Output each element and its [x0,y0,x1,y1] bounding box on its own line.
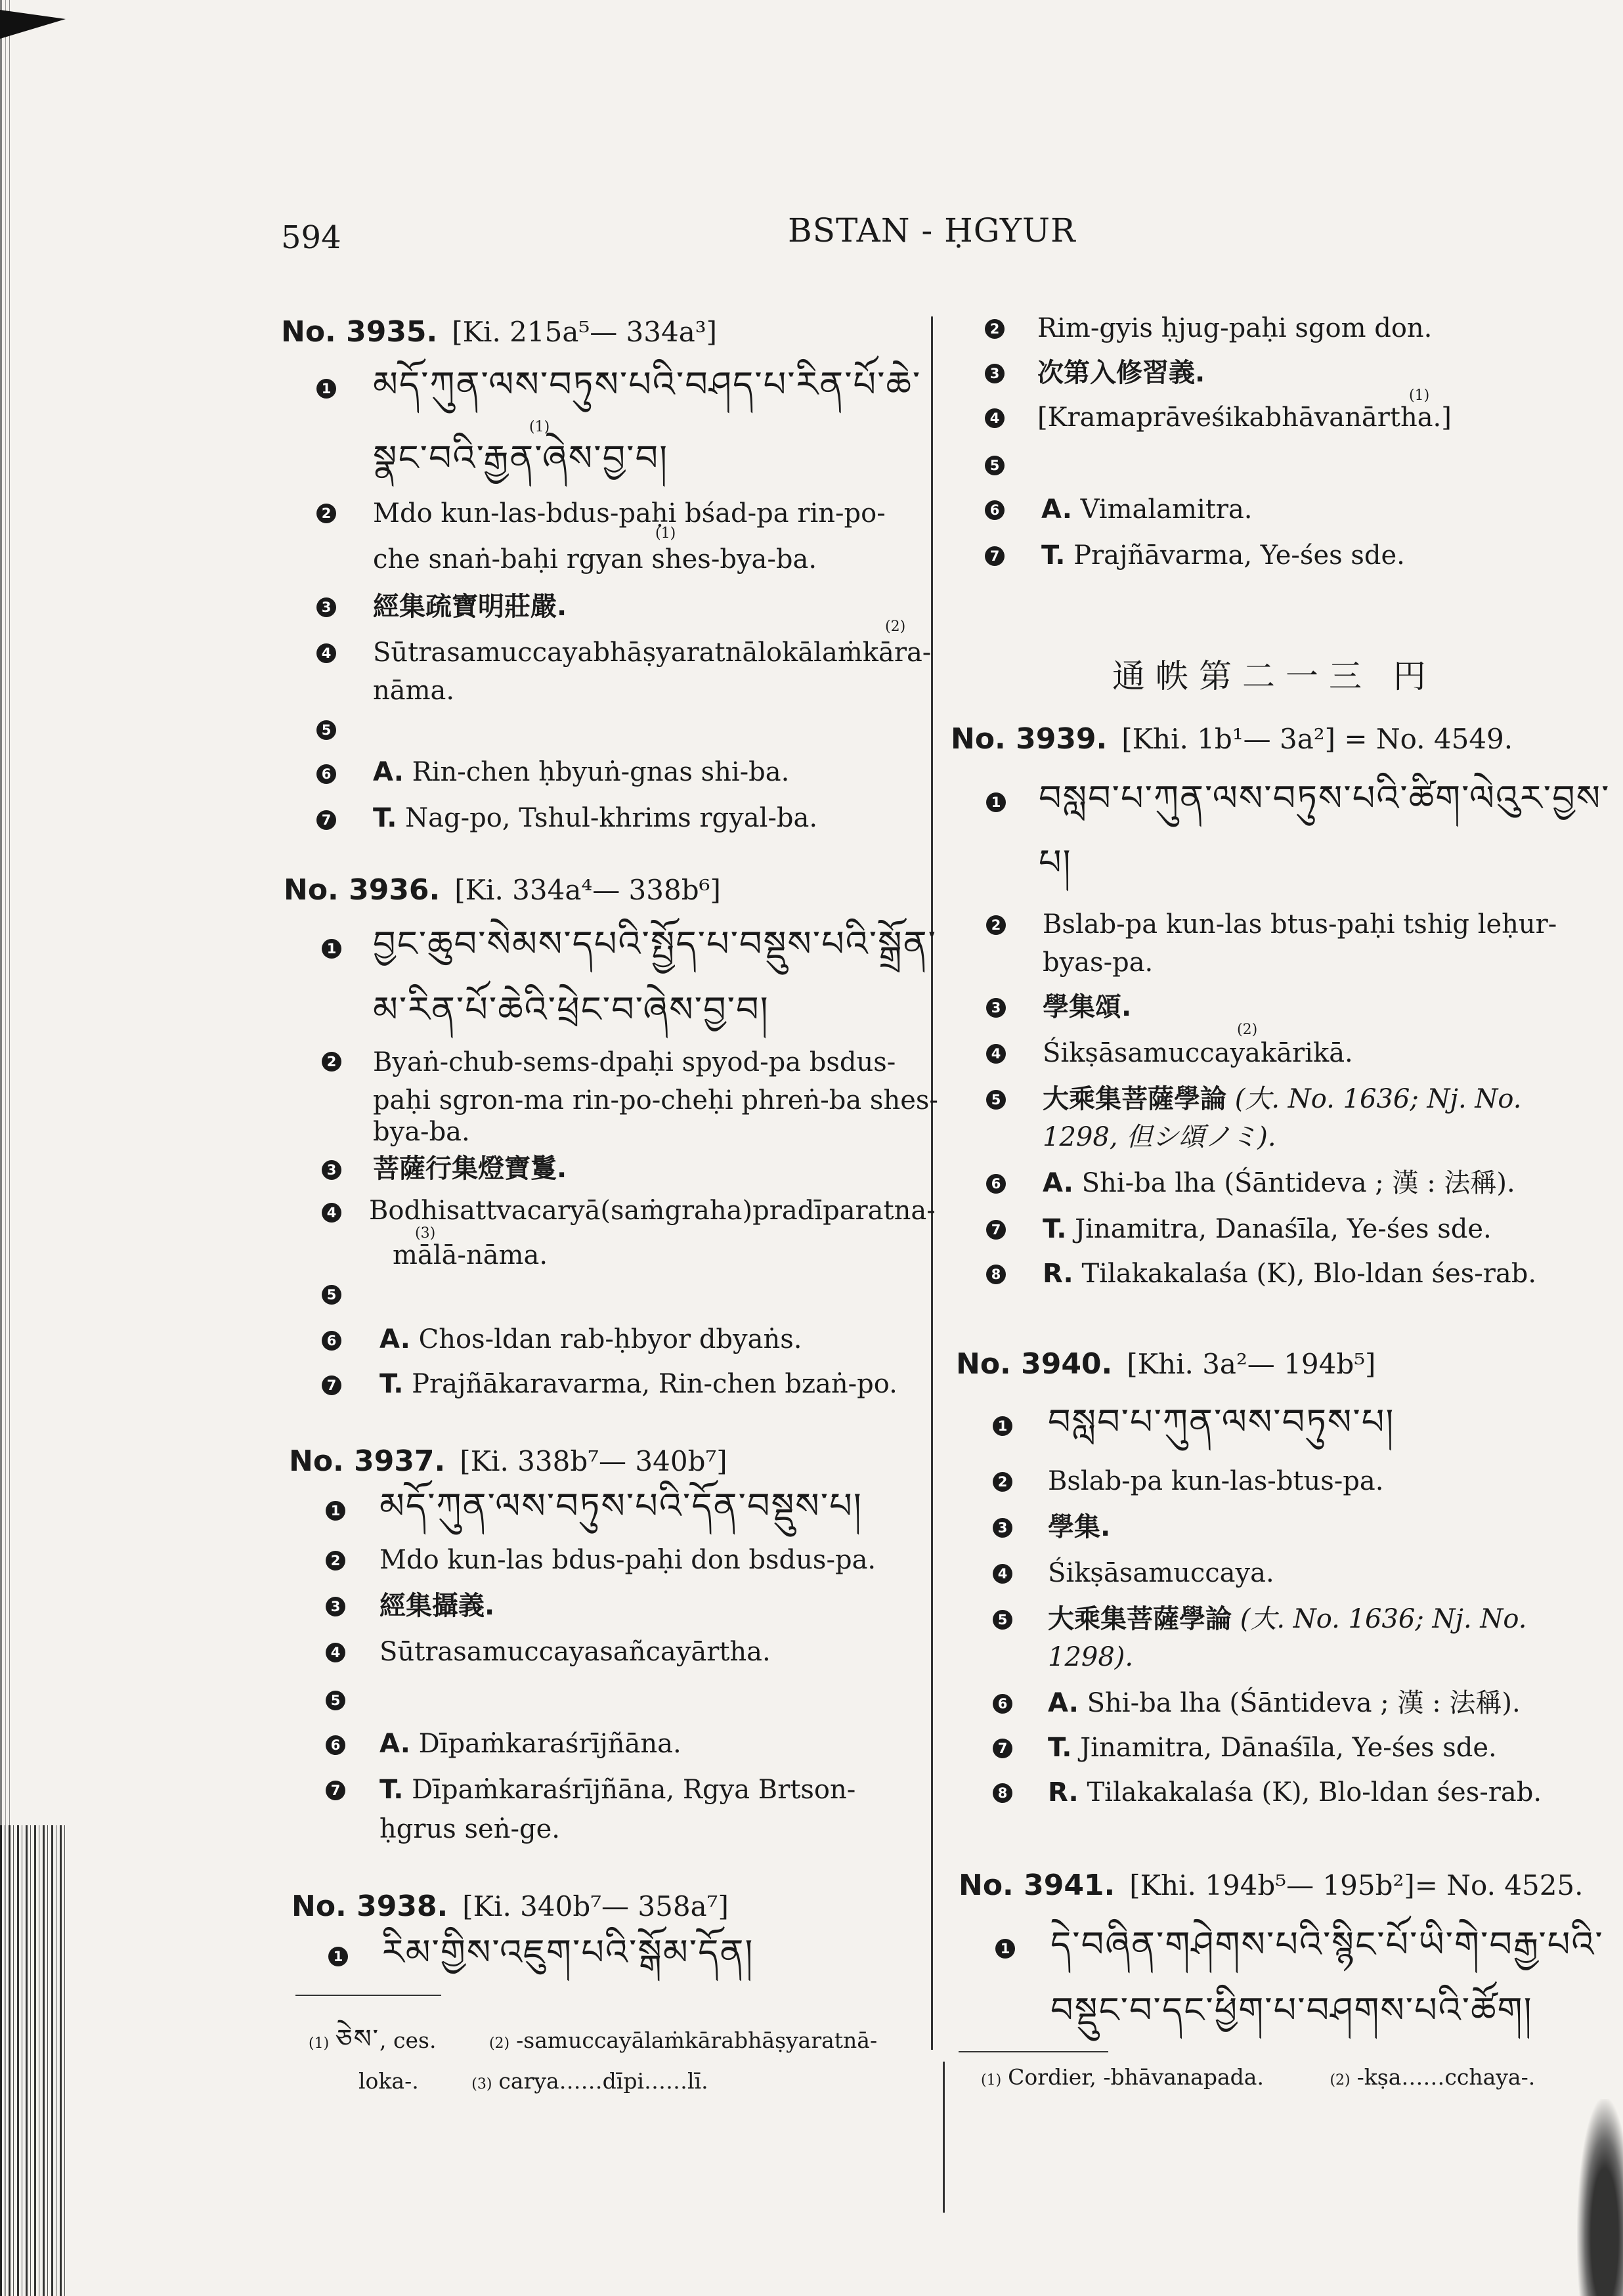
transliteration-line: che snaṅ-baḥi rgyan shes-bya-ba. [373,544,817,574]
sanskrit-title-line: nāma. [373,676,455,706]
entry-ref: [Khi. 3a²— 194b⁵] [1127,1348,1376,1380]
marker-2: 2 [985,319,1005,339]
marker-1: 1 [326,1501,345,1521]
entry-header-3935 [281,315,717,349]
marker-5: 5 [316,720,336,740]
tibetan-title-line: བསླབ་པ་ཀུན་ལས་བཏུས་པའི་ཚིག་ལེའུར་བྱས་ [1039,777,1611,819]
chinese-title: 經集攝義. [379,1591,495,1621]
tibetan-title-line: བསྡུང་བ་དང་ཕྱིག་པ་བཤགས་པའི་ཚོག། [1050,1989,1533,2031]
reviser-line: R. Tilakakalaśa (K), Blo-ldan śes-rab. [1048,1777,1542,1808]
author-line: A. Dīpaṁkaraśrījñāna. [379,1729,682,1759]
marker-6: 6 [993,1694,1012,1714]
entry-number: No. 3937. [289,1444,446,1478]
column-divider [931,316,933,2050]
entry-number: No. 3938. [292,1890,448,1923]
sanskrit-title-line: Sūtrasamuccayasañcayārtha. [379,1637,771,1667]
transliteration-line: Bslab-pa kun-las-btus-pa. [1048,1466,1384,1496]
marker-5: 5 [993,1610,1012,1630]
reviser-line: R. Tilakakalaśa (K), Blo-ldan śes-rab. [1043,1259,1537,1289]
marker-3: 3 [322,1160,341,1180]
entry-number: No. 3935. [281,315,438,349]
transliteration-line: Rim-gyis ḥjug-paḥi sgom don. [1037,313,1433,343]
marker-5: 5 [986,1090,1006,1110]
translator-line: T. Jinamitra, Danaśīla, Ye-śes sde. [1043,1214,1492,1244]
tibetan-title-line: མདོ་ཀུན་ལས་བཏུས་པའི་དོན་བསྡུས་པ། [379,1485,863,1527]
chinese-title: 學集頌. [1043,992,1132,1022]
marker-6: 6 [316,764,336,784]
translator-line: T. Jinamitra, Dānaśīla, Ye-śes sde. [1048,1733,1497,1763]
entry-header-3937 [289,1444,727,1478]
author-line: A. Shi-ba lha (Śāntideva ; 漢 : 法稱). [1048,1688,1521,1718]
tibetan-title-line: བྱང་ཆུབ་སེམས་དཔའི་སྤྱོད་པ་བསྡུས་པའི་སྒྲོན་ [373,923,937,964]
marker-3: 3 [985,364,1005,383]
chinese-parallel-line: 1298, 但シ頌ノミ). [1043,1122,1276,1152]
marker-4: 4 [326,1643,345,1662]
entry-ref: [Khi. 194b⁵— 195b²]= No. 4525. [1129,1869,1584,1901]
entry-number: No. 3941. [959,1869,1115,1902]
superscript: (3) [415,1225,436,1242]
entry-number: No. 3940. [956,1347,1113,1381]
marker-7: 7 [326,1781,345,1800]
marker-1: 1 [995,1939,1015,1959]
transliteration-line: Byaṅ-chub-sems-dpaḥi spyod-pa bsdus- [373,1047,896,1077]
chinese-parallel-line: 大乘集菩薩學論 (大. No. 1636; Nj. No. [1048,1604,1527,1634]
marker-5: 5 [326,1691,345,1710]
marker-3: 3 [326,1597,345,1616]
tibetan-title-line: རིམ་གྱིས་འཇུག་པའི་སྒོམ་དོན། [382,1932,754,1973]
transliteration-line: Mdo kun-las bdus-paḥi don bsdus-pa. [379,1545,876,1575]
chinese-parallel-line: 1298). [1048,1642,1134,1672]
entry-number: No. 3936. [284,873,441,907]
entry-number: No. 3939. [951,722,1108,756]
entry-header-3938 [292,1890,729,1923]
entry-header-3939 [951,722,1513,756]
footnote-line: (1) ཅེས་, ces. (2) -samuccayālaṁkārabhāṣyaratnā- [309,2024,878,2054]
marker-2: 2 [316,504,336,523]
superscript: (2) [1237,1022,1258,1038]
sanskrit-title-line: Śikṣāsamuccaya. [1048,1558,1274,1588]
entry-ref: [Ki. 334a⁴— 338b⁶] [454,874,721,906]
translator-line: T. Dīpaṁkaraśrījñāna, Rgya Brtson- [379,1775,856,1805]
entry-header-3936 [284,873,721,907]
tibetan-title-line: མ་རིན་པོ་ཆེའི་ཕྲེང་བ་ཞེས་བྱ་བ། [373,989,769,1030]
footnote-rule [295,1995,441,1996]
marker-6: 6 [985,500,1005,520]
marker-1: 1 [316,379,336,399]
footnote-line: (1) Cordier, -bhāvanapada. (2) -kṣa……cchaya-. [981,2064,1536,2090]
entry-ref: [Ki. 340b⁷— 358a⁷] [462,1890,729,1922]
transliteration-line: paḥi sgron-ma rin-po-cheḥi phreṅ-ba shes- [373,1085,938,1116]
marker-1: 1 [993,1416,1012,1436]
transliteration-line: byas-pa. [1043,947,1154,978]
marker-3: 3 [316,597,336,617]
page-number: 594 [281,219,341,256]
entry-ref: [Ki. 215a⁵— 334a³] [452,316,717,348]
marker-8: 8 [986,1265,1006,1284]
marker-8: 8 [993,1783,1012,1803]
chinese-title: 菩薩行集燈寶鬘. [373,1154,567,1184]
entry-ref: [Khi. 1b¹— 3a²] = No. 4549. [1121,723,1513,755]
chinese-title: 次第入修習義. [1037,358,1205,388]
translator-line: T. Prajñākaravarma, Rin-chen bzaṅ-po. [379,1369,898,1399]
marker-4: 4 [986,1044,1006,1064]
translator-line: T. Nag-po, Tshul-khrims rgyal-ba. [373,803,818,833]
marker-4: 4 [316,643,336,663]
marker-7: 7 [985,546,1005,566]
superscript: (1) [1409,387,1430,404]
marker-4: 4 [985,408,1005,428]
column-divider-lower [943,2062,945,2213]
superscript: (2) [885,618,906,635]
author-line: A. Vimalamitra. [1041,494,1253,525]
corner-mark [0,10,66,39]
sanskrit-title-line: mālā-nāma. [393,1240,548,1270]
translator-line: ḥgrus seṅ-ge. [379,1814,560,1844]
marker-6: 6 [326,1735,345,1755]
superscript: (1) [529,419,550,435]
marker-1: 1 [986,792,1006,812]
marker-7: 7 [316,810,336,830]
marker-1: 1 [328,1947,348,1966]
sanskrit-title-line: Bodhisattvacaryā(saṁgraha)pradīparatna- [369,1196,936,1226]
tibetan-title-line: པ། [1039,842,1072,883]
marker-6: 6 [322,1331,341,1351]
marker-4: 4 [322,1203,341,1223]
transliteration-line: Bslab-pa kun-las btus-paḥi tshig leḥur- [1043,909,1557,940]
transliteration-line: Mdo kun-las-bdus-paḥi bśad-pa rin-po- [373,498,886,529]
marker-2: 2 [326,1551,345,1570]
chinese-parallel-line: 大乘集菩薩學論 (大. No. 1636; Nj. No. [1043,1084,1522,1114]
marker-7: 7 [986,1220,1006,1240]
marker-2: 2 [986,915,1006,935]
sanskrit-title-line: Sūtrasamuccayabhāṣyaratnālokālaṁkāra- [373,638,932,668]
chinese-title: 經集疏寶明莊嚴. [373,592,567,622]
marker-2: 2 [993,1472,1012,1492]
tibetan-title-line: དེ་བཞིན་གཤེགས་པའི་སྙིང་པོ་ཡི་གེ་བརྒྱ་པའི་ [1050,1924,1604,1965]
marker-3: 3 [993,1518,1012,1538]
marker-4: 4 [993,1564,1012,1584]
entry-header-3940 [956,1347,1375,1381]
transliteration-line: bya-ba. [373,1117,470,1147]
marker-7: 7 [993,1739,1012,1758]
marker-5: 5 [322,1285,341,1305]
marker-7: 7 [322,1375,341,1395]
marker-3: 3 [986,998,1006,1018]
running-head: BSTAN - ḤGYUR [788,211,1076,249]
tibetan-title-line: བསླབ་པ་ཀུན་ལས་བཏུས་པ། [1048,1401,1395,1442]
footnote-rule [959,2051,1108,2052]
chinese-title: 學集. [1048,1512,1111,1542]
tibetan-title-line: སྣང་བའི་རྒྱན་ཞེས་བྱ་བ། [373,437,669,479]
entry-ref: [Ki. 338b⁷— 340b⁷] [460,1445,727,1477]
marker-5: 5 [985,456,1005,475]
superscript: (1) [655,525,676,542]
sanskrit-title-line: [Kramaprāveśikabhāvanārtha.] [1037,402,1452,433]
sanskrit-title-line: Śikṣāsamuccayakārikā. [1043,1038,1353,1068]
scan-edge-bottom [0,1825,66,2296]
translator-line: T. Prajñāvarma, Ye-śes sde. [1041,540,1405,571]
ink-blot [1577,2099,1623,2296]
marker-6: 6 [986,1174,1006,1194]
entry-header-3941 [959,1869,1584,1902]
marker-2: 2 [322,1052,341,1072]
section-title: 通帙第二一三 円 [1112,657,1437,695]
author-line: A. Shi-ba lha (Śāntideva ; 漢 : 法稱). [1043,1168,1515,1198]
author-line: A. Rin-chen ḥbyuṅ-gnas shi-ba. [373,757,790,787]
marker-1: 1 [322,939,341,959]
tibetan-title-line: མདོ་ཀུན་ལས་བཏུས་པའི་བཤད་པ་རིན་པོ་ཆེ་ [373,364,922,405]
footnote-line: loka-. (3) carya……dīpi……lī. [358,2068,708,2094]
author-line: A. Chos-ldan rab-ḥbyor dbyaṅs. [379,1324,802,1354]
